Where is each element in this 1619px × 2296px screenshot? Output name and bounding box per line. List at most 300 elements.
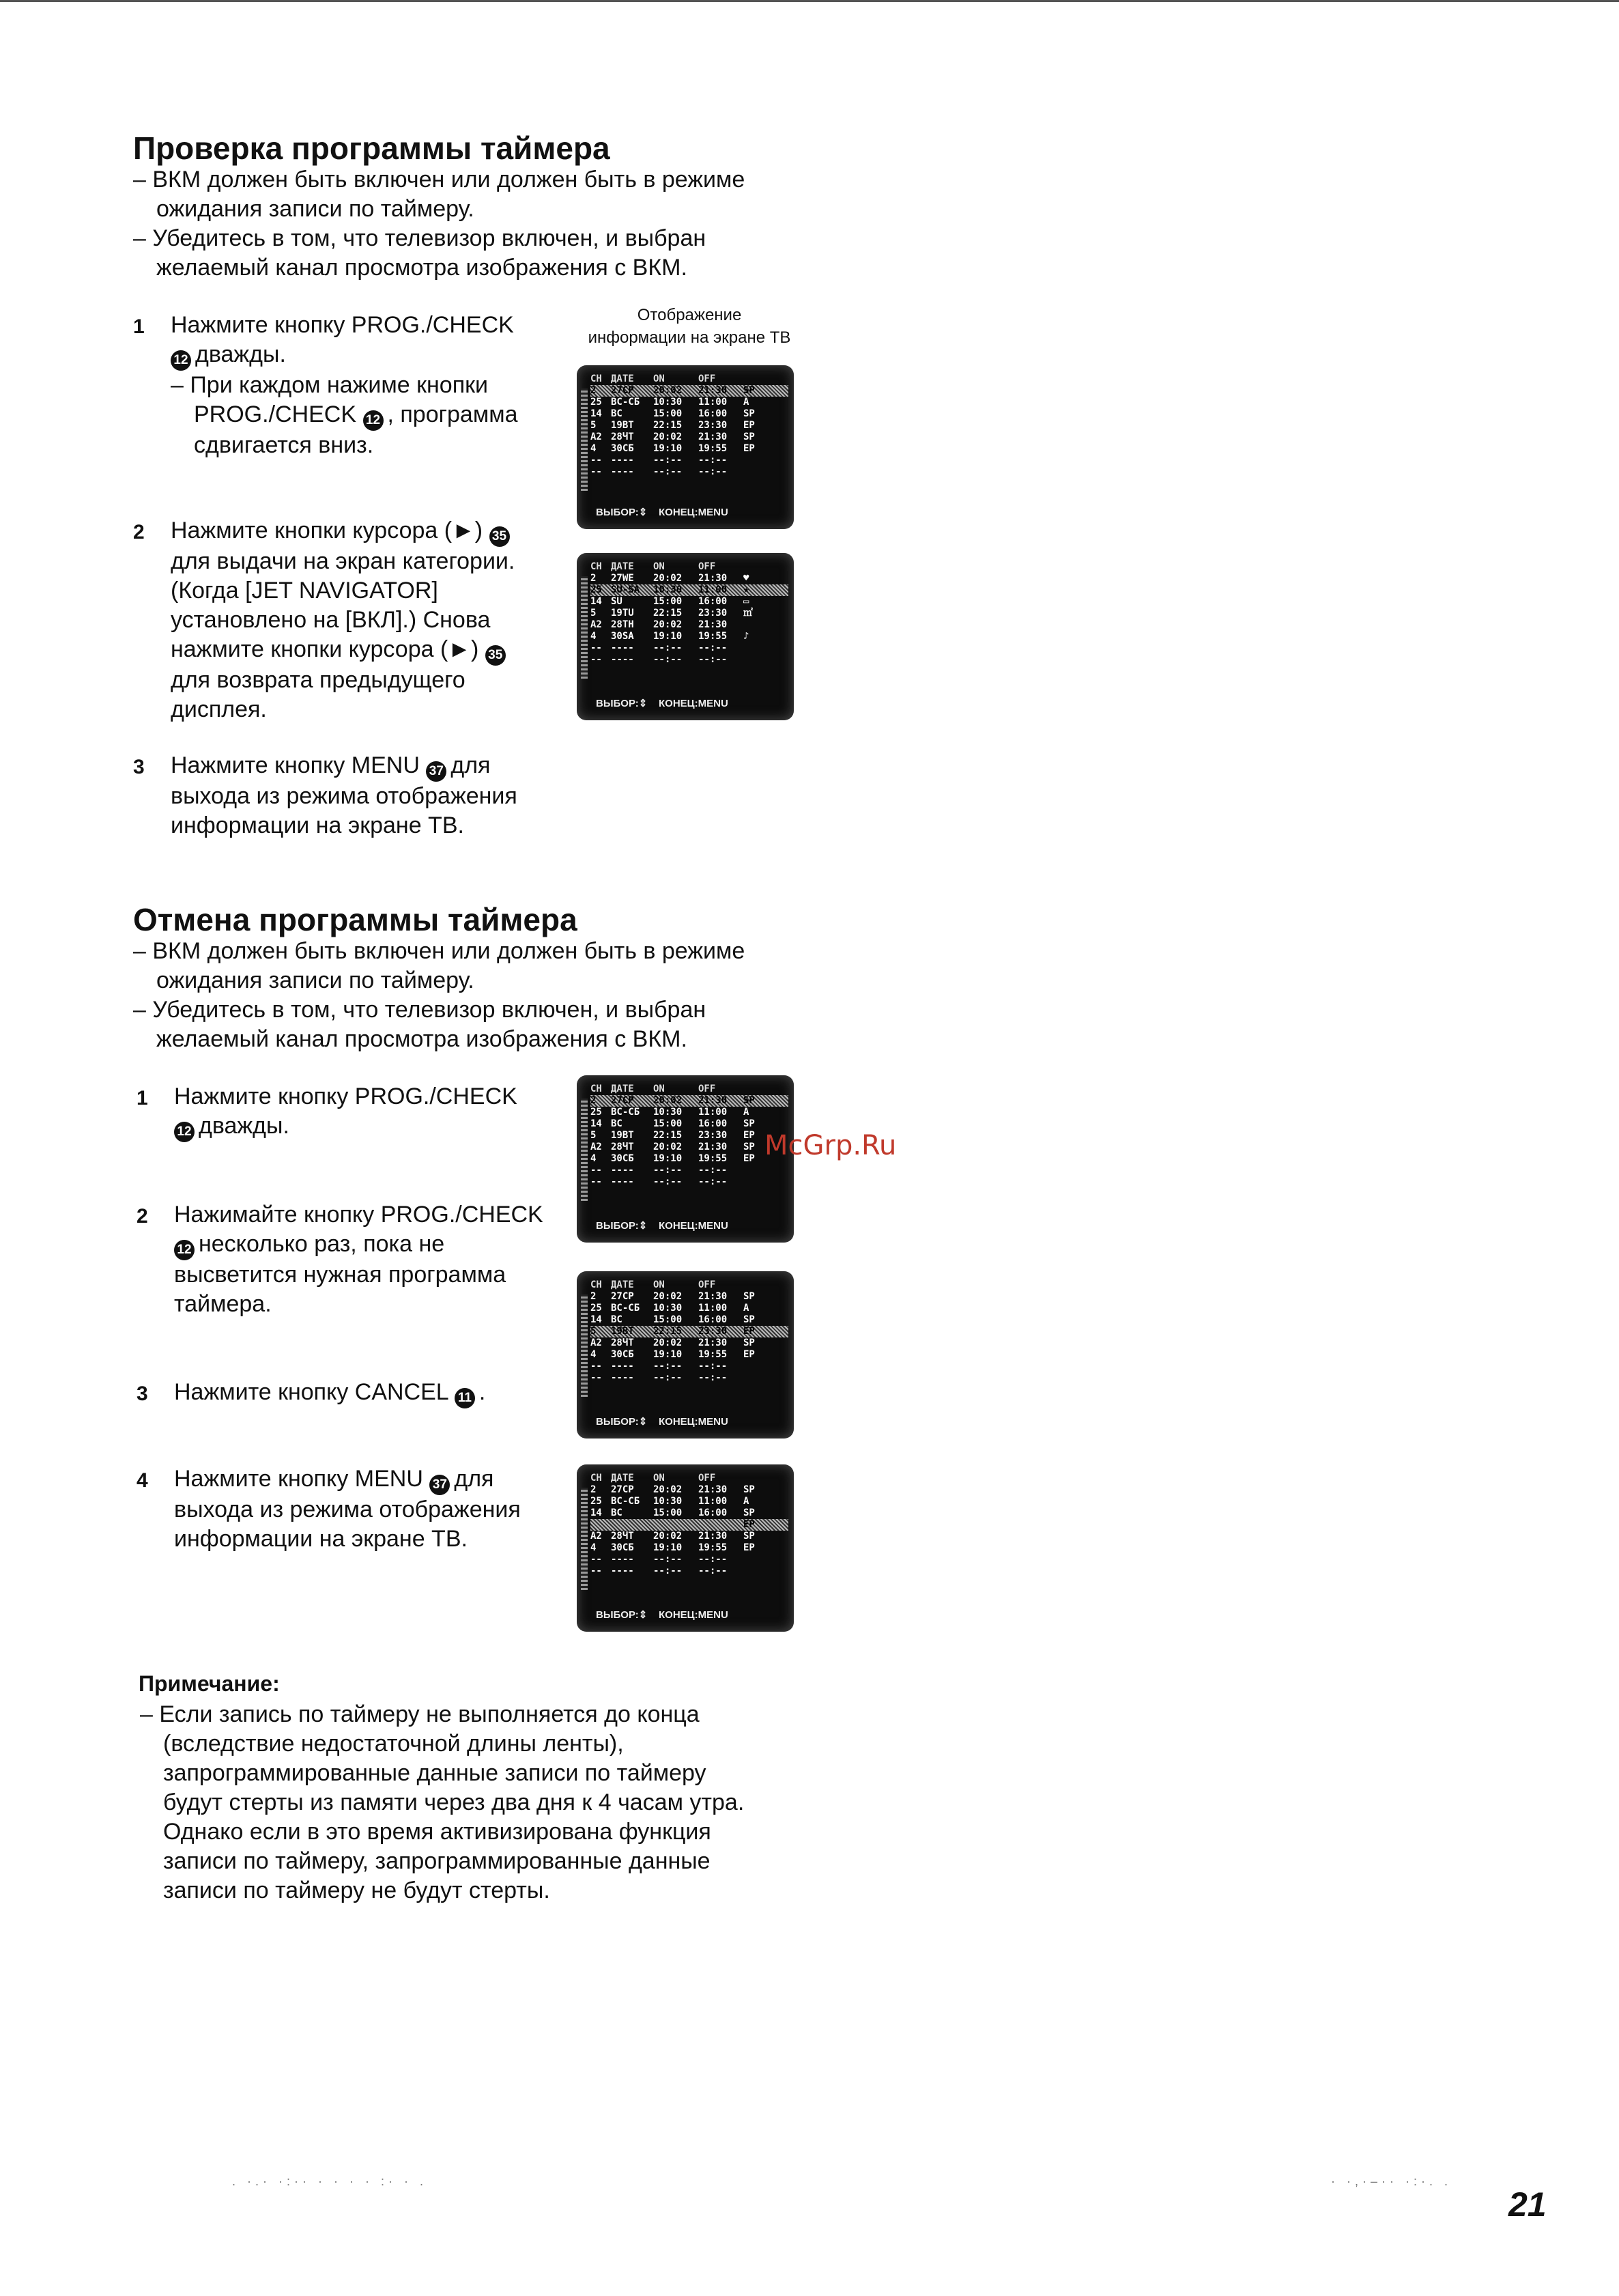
tv-table	[590, 1279, 788, 1384]
ref-circle-icon: 12	[363, 410, 384, 431]
tv-cell: ♪	[743, 631, 749, 642]
tv-program-row	[590, 1165, 788, 1176]
tv-header-cell: CH	[590, 1279, 602, 1290]
tv-cell: --:--	[653, 1565, 683, 1576]
tv-program-row	[590, 596, 788, 608]
tv-header-cell: ДАТЕ	[611, 1083, 634, 1094]
tv-cell: --:--	[698, 1372, 728, 1383]
s1-step-1-line-1: Нажмите кнопку PROG./CHECK	[171, 312, 514, 338]
tv-cell: 21:30	[698, 431, 728, 442]
tv-cell: A2	[590, 431, 602, 442]
tv-table	[590, 373, 788, 478]
s2-step-4-number: 4	[137, 1469, 148, 1492]
tv-cell: 19BT	[611, 1326, 634, 1337]
tv-cell	[698, 1519, 743, 1531]
tv-cell: 14	[590, 596, 602, 607]
tv-cell: 11:00	[698, 1303, 728, 1314]
tv-cell: 21:30	[698, 385, 728, 396]
tv-cell: EP	[743, 1153, 755, 1164]
ref-circle-icon: 35	[485, 645, 506, 666]
s2-step-1-line-2: дважды.	[199, 1113, 289, 1139]
tv-cell: 30CБ	[611, 1153, 634, 1164]
tv-header-cell: ON	[653, 561, 665, 572]
tv-cell: 28TH	[611, 619, 634, 630]
tv-cell: SP	[743, 1484, 755, 1495]
s1-step-1-line-4: PROG./CHECK	[194, 401, 357, 427]
tv-header-cell: ON	[653, 1473, 665, 1484]
tv-program-row	[590, 654, 788, 666]
tv-cell: 5	[590, 420, 597, 431]
note-line-3: запрограммированные данные записи по таймеру	[163, 1760, 706, 1786]
tv-cell: --:--	[698, 1565, 728, 1576]
s1-step-2-line-1: Нажмите кнопки курсора (►)	[171, 518, 483, 543]
tv-table	[590, 1083, 788, 1188]
tv-cell: 23:30	[698, 1130, 728, 1141]
tv-cell: ----	[611, 642, 634, 653]
tv-header-cell: ON	[653, 373, 665, 384]
tv-program-row	[590, 619, 788, 631]
tv-cell: 16:00	[698, 408, 728, 419]
tv-cell: 27CP	[611, 1291, 634, 1302]
ref-circle-icon: 12	[174, 1240, 195, 1260]
section1-bullet-2-line-1: – Убедитесь в том, что телевизор включен, и выбран	[133, 225, 706, 251]
tv-cell: 22:15	[653, 420, 683, 431]
s1-step-3-line-4: информации на экране ТВ.	[171, 812, 464, 838]
tv-program-row	[590, 466, 788, 478]
tv-cell: 15:00	[653, 596, 683, 607]
tv-program-row	[590, 1176, 788, 1188]
tv-cell: 27CP	[611, 385, 634, 396]
tv-cell: 14	[590, 1507, 602, 1518]
tv-cell: 28ЧT	[611, 1531, 634, 1542]
tv-cell: 15:00	[653, 408, 683, 419]
tv-cell: 21:30	[698, 1142, 728, 1152]
tv-cell: BC	[611, 1118, 622, 1129]
ref-circle-icon: 35	[489, 526, 510, 547]
tv-cell: A2	[590, 1142, 602, 1152]
tv-cell: 20:02	[653, 1095, 683, 1106]
tv-header-cell: OFF	[698, 1083, 716, 1094]
tv-cell: ----	[611, 1554, 634, 1565]
section1-bullet-1-line-2: ожидания записи по таймеру.	[156, 196, 474, 222]
tv-cell: --	[590, 1372, 602, 1383]
tv-cell: 15:00	[653, 1118, 683, 1129]
page-number: 21	[1508, 2185, 1547, 2224]
tv-cell: 30SA	[611, 631, 634, 642]
tv-cell: 20:02	[653, 431, 683, 442]
tv-screen-2	[577, 553, 794, 720]
s1-step-2-line-3: (Когда [JET NAVIGATOR]	[171, 578, 438, 604]
tv-header-row	[590, 373, 788, 385]
tv-cell: ----	[611, 1361, 634, 1372]
tv-cell: 20:02	[653, 619, 683, 630]
tv-cell: --:--	[698, 642, 728, 653]
tv-cell: --:--	[698, 654, 728, 665]
tv-header-cell: ДАТЕ	[611, 373, 634, 384]
tv-header-cell: ДАТЕ	[611, 561, 634, 572]
tv-cell: 20:02	[653, 1142, 683, 1152]
tv-header-cell: ON	[653, 1083, 665, 1094]
section2-bullet-2-line-1: – Убедитесь в том, что телевизор включен, и выбран	[133, 997, 706, 1023]
tv-cell: --	[590, 1361, 602, 1372]
ref-circle-icon: 37	[426, 761, 446, 782]
tv-cell: --:--	[653, 1372, 683, 1383]
tv-header-cell: OFF	[698, 561, 716, 572]
scan-noise: . ·.· ·:·· · · · · :· · .	[232, 2174, 427, 2188]
tv-program-row	[590, 1130, 788, 1142]
tv-cell: 30CБ	[611, 1542, 634, 1553]
tv-program-row	[590, 408, 788, 420]
tv-program-row	[590, 584, 788, 596]
tv-cell: 21:30	[698, 1484, 728, 1495]
note-line-2: (вследствие недостаточной длины ленты),	[163, 1731, 624, 1757]
tv-cell: 2	[590, 1095, 597, 1106]
tv-cell: 11:00	[698, 397, 728, 408]
ref-circle-icon: 11	[455, 1388, 475, 1408]
s1-step-2-number: 2	[133, 521, 145, 543]
tv-cell: --:--	[653, 654, 683, 665]
tv-screen-1	[577, 365, 794, 529]
tv-program-row	[590, 420, 788, 431]
tv-cell: 25	[590, 397, 602, 408]
tv-footer: ВЫБОР:⇕ КОНЕЦ:MENU	[596, 1609, 728, 1621]
tv-program-row	[590, 1303, 788, 1314]
s1-step-2	[171, 516, 553, 724]
tv-program-row	[590, 1554, 788, 1565]
section1-bullets	[133, 165, 850, 283]
tv-caption-line-2: информации на экране ТВ	[588, 328, 791, 347]
tv-screen-5	[577, 1464, 794, 1632]
tv-cell: 14	[590, 408, 602, 419]
tv-cell: 20:02	[653, 1531, 683, 1542]
tv-program-row	[590, 573, 788, 584]
tv-cell: --	[590, 1565, 602, 1576]
tv-header-row	[590, 1279, 788, 1291]
tv-cell: 2	[590, 573, 597, 584]
tv-footer: ВЫБОР:⇕ КОНЕЦ:MENU	[596, 698, 728, 709]
tv-cell: --:--	[698, 455, 728, 466]
tv-cell: 25	[590, 584, 602, 595]
tv-cell: 27CP	[611, 1484, 634, 1495]
tv-cell: SP	[743, 1337, 755, 1348]
tv-program-row	[590, 631, 788, 642]
section2-title: Отмена программы таймера	[133, 902, 577, 937]
s1-step-2-line-5: нажмите кнопки курсора (►)	[171, 636, 479, 662]
tv-program-row	[590, 642, 788, 654]
s2-step-4-line-3: выхода из режима отображения	[174, 1497, 521, 1522]
tv-cell: A	[743, 1303, 749, 1314]
s1-step-2-line-7: дисплея.	[171, 696, 267, 722]
tv-cell: SP	[743, 1291, 755, 1302]
tv-cell: 21:30	[698, 1531, 728, 1542]
s2-step-3-line-1: Нажмите кнопку CANCEL	[174, 1379, 448, 1405]
tv-cell: ----	[611, 654, 634, 665]
tv-cell: 19:10	[653, 443, 683, 454]
tv-cell	[590, 1519, 611, 1531]
tv-cell: 14	[590, 1314, 602, 1325]
tv-cell: 5	[590, 1326, 597, 1337]
tv-cell: ----	[611, 1565, 634, 1576]
tv-cell: 11:00	[698, 1496, 728, 1507]
tv-cell: A2	[590, 1531, 602, 1542]
s1-step-3-line-1: Нажмите кнопку MENU	[171, 752, 420, 778]
tv-cell	[743, 619, 764, 631]
s1-step-1-line-5: , программа	[387, 401, 518, 427]
tv-program-row	[590, 1314, 788, 1326]
tv-cell: --:--	[653, 1176, 683, 1187]
s2-step-1-line-1: Нажмите кнопку PROG./CHECK	[174, 1083, 517, 1109]
tv-cell: --:--	[698, 1176, 728, 1187]
tv-header-row	[590, 1083, 788, 1095]
tv-cell: 27WE	[611, 573, 634, 584]
tv-cell: SU	[611, 596, 622, 607]
tv-footer: ВЫБОР:⇕ КОНЕЦ:MENU	[596, 1220, 728, 1232]
tv-header-cell: ДАТЕ	[611, 1473, 634, 1484]
tv-cell: 28ЧT	[611, 1142, 634, 1152]
s2-step-1	[174, 1082, 570, 1142]
tv-cell: 30CБ	[611, 443, 634, 454]
s1-step-1-line-3: – При каждом нажиме кнопки	[171, 372, 488, 398]
tv-program-row	[590, 1118, 788, 1130]
tv-cell: BC-CБ	[611, 1107, 640, 1118]
tv-cell	[743, 1176, 764, 1188]
tv-cell: --:--	[653, 455, 683, 466]
tv-cell	[743, 642, 764, 654]
tv-cell: SP	[743, 1142, 755, 1152]
tv-cell: 21:30	[698, 1337, 728, 1348]
tv-cell	[743, 1372, 764, 1384]
tv-program-row	[590, 1291, 788, 1303]
tv-cell: 15:00	[653, 1314, 683, 1325]
tv-cell: --:--	[698, 1361, 728, 1372]
tv-screen-3	[577, 1075, 794, 1243]
tv-program-row	[590, 385, 788, 397]
tv-cell: ----	[611, 1372, 634, 1383]
tv-cell: 19:55	[698, 1153, 728, 1164]
tv-caption-line-1: Отображение	[637, 306, 742, 324]
tv-cell: 16:00	[698, 1118, 728, 1129]
s2-step-3-number: 3	[137, 1383, 148, 1405]
tv-cell	[611, 1519, 653, 1531]
tv-cell: BC-CБ	[611, 1303, 640, 1314]
tv-cell: --	[590, 455, 602, 466]
tv-cell: 19:55	[698, 1349, 728, 1360]
tv-cell: 4	[590, 631, 597, 642]
s2-step-3	[174, 1378, 570, 1408]
tv-cell: --:--	[698, 1554, 728, 1565]
tv-cell: 20:02	[653, 1484, 683, 1495]
tv-cell: --	[590, 1554, 602, 1565]
tv-program-row	[590, 431, 788, 443]
tv-cell: 4	[590, 1349, 597, 1360]
tv-cell: 19:55	[698, 1542, 728, 1553]
tv-cell: 10:30	[653, 1107, 683, 1118]
tv-cell	[743, 1165, 764, 1176]
tv-cell: --:--	[653, 466, 683, 477]
tv-cell: 20:02	[653, 1337, 683, 1348]
tv-caption	[567, 304, 812, 349]
s2-step-2	[174, 1200, 570, 1319]
tv-cell: 19BT	[611, 1130, 634, 1141]
ref-circle-icon: 37	[429, 1475, 450, 1495]
s2-step-4-line-2: для	[454, 1466, 494, 1492]
ref-circle-icon: 12	[171, 350, 191, 371]
tv-cell: 20:02	[653, 1291, 683, 1302]
tv-cell: A	[743, 1107, 749, 1118]
s1-step-3-line-3: выхода из режима отображения	[171, 783, 517, 809]
tv-cell: ♥	[743, 573, 749, 584]
tv-cell: 22:15	[653, 1130, 683, 1141]
tv-program-row	[590, 1142, 788, 1153]
tv-cell: 19:10	[653, 631, 683, 642]
tv-cell: --	[590, 1165, 602, 1176]
tv-cell: 11:00	[698, 1107, 728, 1118]
tv-cell: 11:00	[698, 584, 728, 595]
tv-program-row	[590, 1372, 788, 1384]
tv-cell: EP	[743, 1130, 755, 1141]
s1-step-3-number: 3	[133, 756, 145, 778]
tv-program-row	[590, 1519, 788, 1531]
tv-sidebar-icons	[581, 576, 588, 679]
tv-cell: BC	[611, 408, 622, 419]
tv-cell: SP	[743, 1531, 755, 1542]
note-line-5: Однако если в это время активизирована функция	[163, 1819, 711, 1845]
note-body	[140, 1700, 857, 1905]
tv-cell: 20:02	[653, 573, 683, 584]
s1-step-1	[171, 311, 553, 460]
tv-cell: 22:15	[653, 608, 683, 619]
tv-cell: 10:30	[653, 1496, 683, 1507]
tv-cell: A2	[590, 1337, 602, 1348]
tv-program-row	[590, 1565, 788, 1577]
tv-cell: 2	[590, 1291, 597, 1302]
tv-cell: 15:00	[653, 1507, 683, 1518]
s2-step-4-line-4: информации на экране ТВ.	[174, 1526, 468, 1552]
tv-cell: --:--	[698, 1165, 728, 1176]
tv-cell: 23:30	[698, 608, 728, 619]
tv-header-cell: ДАТЕ	[611, 1279, 634, 1290]
tv-cell: EP	[743, 1326, 755, 1337]
section2-bullet-2-line-2: желаемый канал просмотра изображения с ВКМ.	[156, 1026, 687, 1052]
s1-step-2-line-6: для возврата предыдущего	[171, 667, 465, 693]
tv-cell: A	[743, 397, 749, 408]
tv-cell: A	[743, 1496, 749, 1507]
tv-program-row	[590, 1153, 788, 1165]
tv-cell	[743, 455, 764, 466]
tv-table	[590, 561, 788, 666]
s2-step-1-number: 1	[137, 1087, 148, 1109]
tv-cell: 28ЧT	[611, 431, 634, 442]
tv-cell: 28ЧT	[611, 1337, 634, 1348]
tv-cell: 21:30	[698, 1095, 728, 1106]
tv-cell: --:--	[698, 466, 728, 477]
s1-step-1-line-2: дважды.	[195, 341, 286, 367]
tv-cell: --	[590, 466, 602, 477]
tv-cell: --	[590, 654, 602, 665]
tv-cell: ----	[611, 466, 634, 477]
tv-cell: 16:00	[698, 596, 728, 607]
tv-cell: BC	[611, 1507, 622, 1518]
tv-cell: --:--	[653, 642, 683, 653]
tv-cell: 19:10	[653, 1542, 683, 1553]
s1-step-2-line-4: установлено на [ВКЛ].) Снова	[171, 607, 491, 633]
tv-cell: --	[590, 1176, 602, 1187]
s2-step-2-number: 2	[137, 1205, 148, 1228]
tv-header-cell: OFF	[698, 373, 716, 384]
tv-header-row	[590, 561, 788, 573]
tv-cell: 4	[590, 1153, 597, 1164]
tv-sidebar-icons	[581, 1099, 588, 1201]
tv-cell: SP	[743, 431, 755, 442]
tv-cell: 25	[590, 1303, 602, 1314]
tv-cell: A2	[590, 619, 602, 630]
tv-cell: SP	[743, 408, 755, 419]
tv-program-row	[590, 1507, 788, 1519]
tv-cell: BC-CБ	[611, 397, 640, 408]
tv-cell: 25	[590, 1496, 602, 1507]
tv-program-row	[590, 1361, 788, 1372]
section1-bullet-2-line-2: желаемый канал просмотра изображения с ВКМ.	[156, 255, 687, 281]
note-line-6: записи по таймеру, запрограммированные данные	[163, 1848, 711, 1874]
tv-table	[590, 1473, 788, 1577]
tv-program-row	[590, 455, 788, 466]
tv-program-row	[590, 1337, 788, 1349]
tv-program-row	[590, 1484, 788, 1496]
s2-step-4-line-1: Нажмите кнопку MENU	[174, 1466, 423, 1492]
tv-program-row	[590, 1349, 788, 1361]
s2-step-2-line-4: таймера.	[174, 1291, 272, 1317]
s1-step-3-line-2: для	[450, 752, 491, 778]
s2-step-2-line-1: Нажимайте кнопку PROG./CHECK	[174, 1202, 543, 1228]
s1-step-2-line-2: для выдачи на экран категории.	[171, 548, 515, 574]
s1-step-3	[171, 751, 553, 840]
tv-cell: 30CБ	[611, 1349, 634, 1360]
top-border	[0, 0, 1619, 2]
tv-cell: 20:02	[653, 385, 683, 396]
section2-bullet-1-line-2: ожидания записи по таймеру.	[156, 967, 474, 993]
tv-program-row	[590, 1107, 788, 1118]
tv-cell: ㎡	[743, 608, 753, 619]
tv-cell: --:--	[653, 1361, 683, 1372]
tv-cell: 5	[590, 1130, 597, 1141]
watermark: McGrp.Ru	[764, 1130, 897, 1161]
tv-header-cell: OFF	[698, 1279, 716, 1290]
section1-title: Проверка программы таймера	[133, 130, 610, 166]
tv-cell: SU-SA	[611, 584, 640, 595]
tv-cell: ----	[611, 455, 634, 466]
tv-cell: 19:10	[653, 1349, 683, 1360]
tv-footer: ВЫБОР:⇕ КОНЕЦ:MENU	[596, 1416, 728, 1428]
tv-program-row	[590, 1531, 788, 1542]
note-line-1: – Если запись по таймеру не выполняется до конца	[140, 1701, 700, 1727]
tv-cell: SP	[743, 1095, 755, 1106]
tv-cell: BC-CБ	[611, 1496, 640, 1507]
tv-cell: 21:30	[698, 573, 728, 584]
section2-bullet-1-line-1: – ВКМ должен быть включен или должен быть в режиме	[133, 938, 745, 964]
tv-cell: 22:15	[653, 1326, 683, 1337]
s2-step-4	[174, 1464, 570, 1554]
tv-footer: ВЫБОР:⇕ КОНЕЦ:MENU	[596, 507, 728, 518]
s1-step-1-line-6: сдвигается вниз.	[194, 432, 374, 458]
tv-cell: 2	[590, 385, 597, 396]
tv-cell: 21:30	[698, 619, 728, 630]
tv-cell: EP	[743, 420, 755, 431]
tv-sidebar-icons	[581, 388, 588, 491]
s2-step-3-line-2: .	[478, 1379, 486, 1405]
tv-cell: 23:30	[698, 420, 728, 431]
tv-cell: SP	[743, 1314, 755, 1325]
ref-circle-icon: 12	[174, 1122, 195, 1142]
